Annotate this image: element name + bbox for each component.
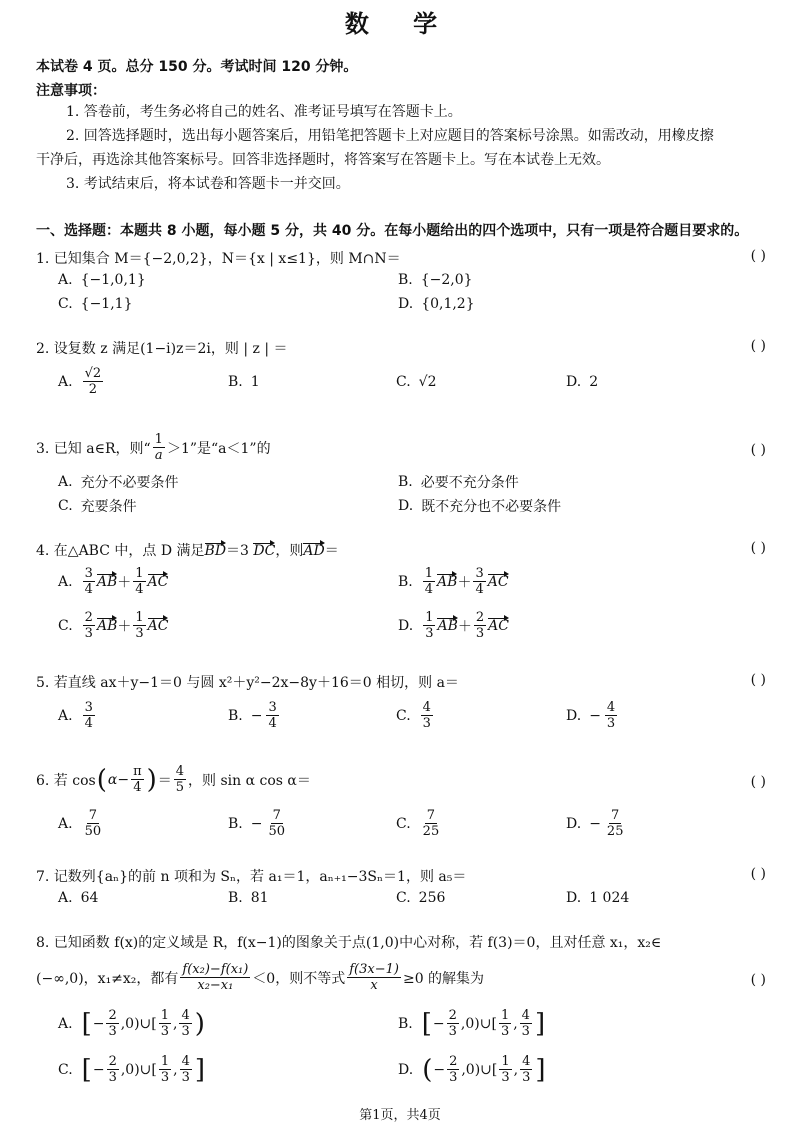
q4-option-b: B. $\frac{1}{4}$ AB ＋ $\frac{3}{4}$ AC — [398, 566, 509, 597]
question-1-stem: 1. 已知集合 M＝{−2,0,2}，N＝{x | x≤1}，则 M∩N＝ ( ) — [36, 248, 766, 267]
note-1: 1. 答卷前，考生务必将自己的姓名、准考证号填写在答题卡上。 — [66, 104, 462, 120]
q3-option-a: A. 充分不必要条件 — [58, 474, 179, 491]
q7-option-d: D. 1 024 — [566, 890, 630, 906]
q8-option-c: C. [ − $\frac{2}{3}$ ,0)∪[ $\frac{1}{3}$ , $\frac{4}{3}$ ] — [58, 1054, 206, 1085]
question-3-stem: 3. 已知 a∈R，则“ $\frac{1}{a}$ ＞1”是“a＜1”的 ( ) — [36, 432, 766, 463]
q4-option-a: A. $\frac{3}{4}$ AB ＋ $\frac{1}{4}$ AC — [58, 566, 169, 597]
question-7-stem: 7. 记数列{aₙ}的前 n 项和为 Sₙ，若 a₁＝1，aₙ₊₁−3Sₙ＝1，则 a₅＝ ( ) — [36, 866, 766, 885]
q6-option-b: B. − $\frac{7}{50}$ — [228, 808, 286, 839]
q2-option-a: A. $\frac{√2}{2}$ — [58, 366, 102, 397]
q5-option-d: D. − $\frac{4}{3}$ — [566, 700, 616, 731]
q3-option-b: B. 必要不充分条件 — [398, 474, 519, 491]
question-8-line-2: (−∞,0)，x₁≠x₂，都有 $\frac{\text{f(x₂)−f(x₁)}}{\text{x₂−x₁}}$ ＜0，则不等式 $\frac{f(3x-1)}{x}$ ≥0 的解集为 ( ) — [36, 962, 766, 993]
exam-info: 本试卷 4 页。总分 150 分。考试时间 120 分钟。 — [36, 59, 358, 75]
q6-option-a: A. $\frac{7}{50}$ — [58, 808, 102, 839]
page-footer: 第1页，共4页 — [359, 1108, 441, 1123]
q5-option-b: B. − $\frac{3}{4}$ — [228, 700, 277, 731]
question-8-line-1: 8. 已知函数 f(x)的定义域是 R，f(x−1)的图象关于点(1,0)中心对称，若 f(3)＝0，且对任意 x₁，x₂∈ — [36, 935, 662, 951]
question-5-stem: 5. 若直线 ax＋y−1＝0 与圆 x²＋y²−2x−8y＋16＝0 相切，则 a＝ ( ) — [36, 672, 766, 691]
q7-option-c: C. 256 — [396, 890, 446, 906]
q6-option-d: D. − $\frac{7}{25}$ — [566, 808, 624, 839]
q8-option-d: D. ( − $\frac{2}{3}$ ,0)∪[ $\frac{1}{3}$ , $\frac{4}{3}$ ] — [398, 1054, 546, 1085]
q2-option-b: B. 1 — [228, 374, 260, 390]
q3-option-c: C. 充要条件 — [58, 498, 137, 515]
q8-option-a: A. [ − $\frac{2}{3}$ ,0)∪[ $\frac{1}{3}$ , $\frac{4}{3}$ ) — [58, 1008, 205, 1039]
question-2-stem: 2. 设复数 z 满足(1−i)z＝2i，则 | z | ＝ ( ) — [36, 338, 766, 357]
q7-option-b: B. 81 — [228, 890, 269, 906]
note-3: 3. 考试结束后，将本试卷和答题卡一并交回。 — [66, 176, 350, 192]
q6-option-c: C. $\frac{7}{25}$ — [396, 808, 440, 839]
section-heading: 一、选择题：本题共 8 小题，每小题 5 分，共 40 分。在每小题给出的四个选项中，只有一项是符合题目要求的。 — [36, 223, 749, 239]
note-2-cont: 干净后，再选涂其他答案标号。回答非选择题时，将答案写在答题卡上。写在本试卷上无效。 — [36, 152, 610, 168]
question-4-stem: 4. 在△ABC 中，点 D 满足BD＝3 DC，则AD＝ ( ) — [36, 540, 766, 559]
q5-option-c: C. $\frac{4}{3}$ — [396, 700, 431, 731]
question-6-stem: 6. 若 cos ( α− $\frac{\pi}{4}$ ) ＝ $\frac{4}{5}$ ，则 sin α cos α＝ ( ) — [36, 764, 766, 795]
page-title: 数 学 — [344, 10, 456, 38]
q8-option-b: B. [ − $\frac{2}{3}$ ,0)∪[ $\frac{1}{3}$ , $\frac{4}{3}$ ] — [398, 1008, 546, 1039]
q3-option-d: D. 既不充分也不必要条件 — [398, 498, 562, 515]
q1-option-a: A. {−1,0,1} — [58, 272, 146, 288]
q1-option-d: D. {0,1,2} — [398, 296, 475, 312]
q1-option-b: B. {−2,0} — [398, 272, 473, 288]
q2-option-c: C. √2 — [396, 374, 437, 390]
fraction: $\frac{√2}{2}$ — [84, 366, 102, 397]
q7-option-a: A. 64 — [58, 890, 99, 906]
q2-option-d: D. 2 — [566, 374, 599, 390]
q4-option-d: D. $\frac{1}{3}$ AB ＋ $\frac{2}{3}$ AC — [398, 610, 509, 641]
fraction: $\frac{1}{a}$ — [154, 432, 163, 463]
q5-option-a: A. $\frac{3}{4}$ — [58, 700, 93, 731]
notes-heading: 注意事项： — [36, 83, 106, 99]
q1-option-c: C. {−1,1} — [58, 296, 133, 312]
q4-option-c: C. $\frac{2}{3}$ AB ＋ $\frac{1}{3}$ AC — [58, 610, 169, 641]
note-2: 2. 回答选择题时，选出每小题答案后，用铅笔把答题卡上对应题目的答案标号涂黑。如需改动，用橡皮擦 — [66, 128, 714, 144]
